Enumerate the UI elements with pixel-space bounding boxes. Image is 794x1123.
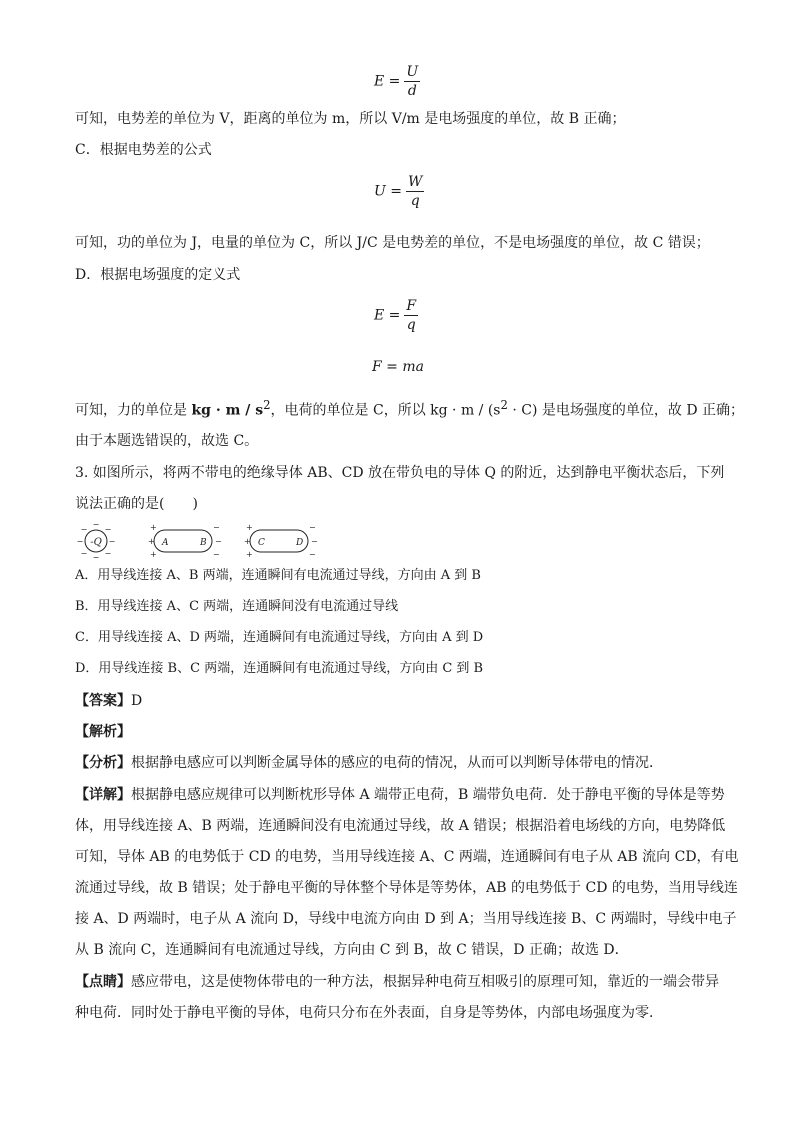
option-c: C．用导线连接 A、D 两端，连通瞬间有电流通过导线，方向由 A 到 D xyxy=(75,630,484,645)
xiangjie-line-2: 体，用导线连接 A、B 两端，连通瞬间没有电流通过导线，故 A 错误；根据沿着电场线的方向，电势降低 xyxy=(75,818,726,834)
kg-line-middle: ，电荷的单位是 C，所以 kg · m / (s xyxy=(270,402,501,419)
fraction xyxy=(404,64,420,99)
dianjing-line-2: 种电荷．同时处于静电平衡的导体，电荷只分布在外表面，自身是等势体，内部电场强度为零． xyxy=(75,1005,663,1021)
text-line-jc-unit: 可知，功的单位为 J，电量的单位为 C，所以 J/C 是电势差的单位，不是电场强度的单位，故 C 错误； xyxy=(75,235,710,251)
svg-text:−: − xyxy=(104,549,112,558)
question-3-line-1: 3. 如图所示，将两不带电的绝缘导体 AB、CD 放在带负电的导体 Q 的附近，达到静电平衡状态后，下列 xyxy=(75,465,725,481)
kg-unit-bold: kg · m / s xyxy=(191,402,264,419)
formula-u-equals-w-over-q xyxy=(374,174,424,209)
text-line-conclusion: 由于本题选错误的，故选 C。 xyxy=(75,433,259,449)
svg-text:−: − xyxy=(80,525,88,534)
svg-text:−: − xyxy=(213,550,220,559)
svg-text:−: − xyxy=(80,549,88,558)
formula-e-equals-u-over-d xyxy=(374,64,420,99)
fraction-denominator: q xyxy=(410,193,420,209)
svg-text:−: − xyxy=(213,523,220,532)
svg-text:−: − xyxy=(215,537,222,546)
xiangjie-line-5: 接 A、D 两端时，电子从 A 流向 D，导线中电流方向由 D 到 A；当用导线连接 B、C 两端时，导线中电子 xyxy=(75,911,737,927)
option-d: D．用导线连接 B、C 两端，连通瞬间有电流通过导线，方向由 C 到 B xyxy=(75,661,484,676)
fraction-denominator: d xyxy=(407,83,417,99)
xiangjie-line-3: 可知，导体 AB 的电势低于 CD 的电势，当用导线连接 A、C 两端，连通瞬间有电子从 AB 流向 CD，有电 xyxy=(75,849,739,865)
formula-f-equals-ma: F = ma xyxy=(372,359,424,375)
svg-text:−: − xyxy=(309,550,316,559)
option-a: A．用导线连接 A、B 两端，连通瞬间有电流通过导线，方向由 A 到 B xyxy=(75,568,481,583)
text-line-kg-unit xyxy=(75,396,744,420)
answer-line xyxy=(75,692,142,710)
fraction-numerator: U xyxy=(406,64,419,80)
text-line-vm-unit: 可知，电势差的单位为 V，距离的单位为 m，所以 V/m 是电场强度的单位，故 B 正确； xyxy=(75,111,626,127)
label-d: D xyxy=(296,538,304,548)
dianjing-tag: 【点睛】 xyxy=(75,974,131,990)
label-c: C xyxy=(258,538,265,548)
kg-unit-exponent: 2 xyxy=(263,398,271,412)
section-c-heading: C．根据电势差的公式 xyxy=(75,142,212,158)
xiangjie-line-4: 流通过导线，故 B 错误；处于静电平衡的导体整个导体是等势体，AB 的电势低于 CD 的电势，当用导线连 xyxy=(75,880,738,896)
kg-line-prefix: 可知，力的单位是 xyxy=(75,402,192,419)
fenxi-text: 根据静电感应可以判断金属导体的感应的电荷的情况，从而可以判断导体带电的情况． xyxy=(131,755,663,771)
option-b: B．用导线连接 A、C 两端，连通瞬间没有电流通过导线 xyxy=(75,599,399,614)
xiangjie-text-1: 根据静电感应规律可以判断枕形导体 A 端带正电荷，B 端带负电荷．处于静电平衡的导体是等势 xyxy=(131,787,725,803)
analysis-tag-label: 【解析】 xyxy=(75,724,131,740)
svg-text:−: − xyxy=(92,520,100,529)
fraction-numerator: F xyxy=(406,298,417,314)
conductor-figure xyxy=(72,520,322,560)
formula-lhs: U = xyxy=(374,183,402,200)
fraction xyxy=(406,174,424,209)
section-d-heading: D．根据电场强度的定义式 xyxy=(75,267,241,283)
xiangjie-line-6: 从 B 流向 C，连通瞬间有电流通过导线，方向由 C 到 B，故 C 错误，D 正确；故选 D． xyxy=(75,942,629,958)
kg-unit-exponent-2: 2 xyxy=(500,398,508,412)
conductor-cd xyxy=(244,523,318,559)
answer-tag: 【答案】 xyxy=(75,693,131,709)
fenxi-tag: 【分析】 xyxy=(75,755,131,771)
svg-text:+: + xyxy=(244,537,251,546)
q-label: -Q xyxy=(90,537,102,548)
fenxi-line xyxy=(75,754,663,772)
formula-e-equals-f-over-q xyxy=(374,298,418,333)
svg-text:+: + xyxy=(246,523,253,532)
svg-text:−: − xyxy=(311,537,318,546)
dianjing-text-1: 感应带电，这是使物体带电的一种方法，根据异种电荷互相吸引的原理可知，靠近的一端会带异 xyxy=(131,974,719,990)
analysis-tag xyxy=(75,723,131,741)
svg-text:−: − xyxy=(92,553,100,560)
kg-line-suffix: · C) 是电场强度的单位，故 D 正确； xyxy=(507,402,745,419)
svg-text:−: − xyxy=(309,523,316,532)
label-a: A xyxy=(162,538,169,548)
fraction-denominator: q xyxy=(406,317,416,333)
negative-charge-q xyxy=(77,520,116,560)
xiangjie-line-1 xyxy=(75,786,725,804)
svg-text:−: − xyxy=(76,537,84,546)
fraction-numerator: W xyxy=(407,174,423,190)
svg-text:−: − xyxy=(108,537,116,546)
dianjing-line-1 xyxy=(75,973,719,991)
conductor-ab xyxy=(148,523,222,559)
answer-value: D xyxy=(131,693,143,709)
svg-text:+: + xyxy=(150,550,157,559)
svg-text:+: + xyxy=(148,537,155,546)
svg-text:+: + xyxy=(246,550,253,559)
label-b: B xyxy=(200,538,207,548)
question-3-line-2: 说法正确的是( ) xyxy=(75,496,198,512)
formula-lhs: E = xyxy=(374,73,401,90)
formula-lhs: E = xyxy=(374,307,401,324)
fraction xyxy=(404,298,418,333)
xiangjie-tag: 【详解】 xyxy=(75,787,131,803)
svg-text:+: + xyxy=(150,523,157,532)
svg-text:−: − xyxy=(104,525,112,534)
